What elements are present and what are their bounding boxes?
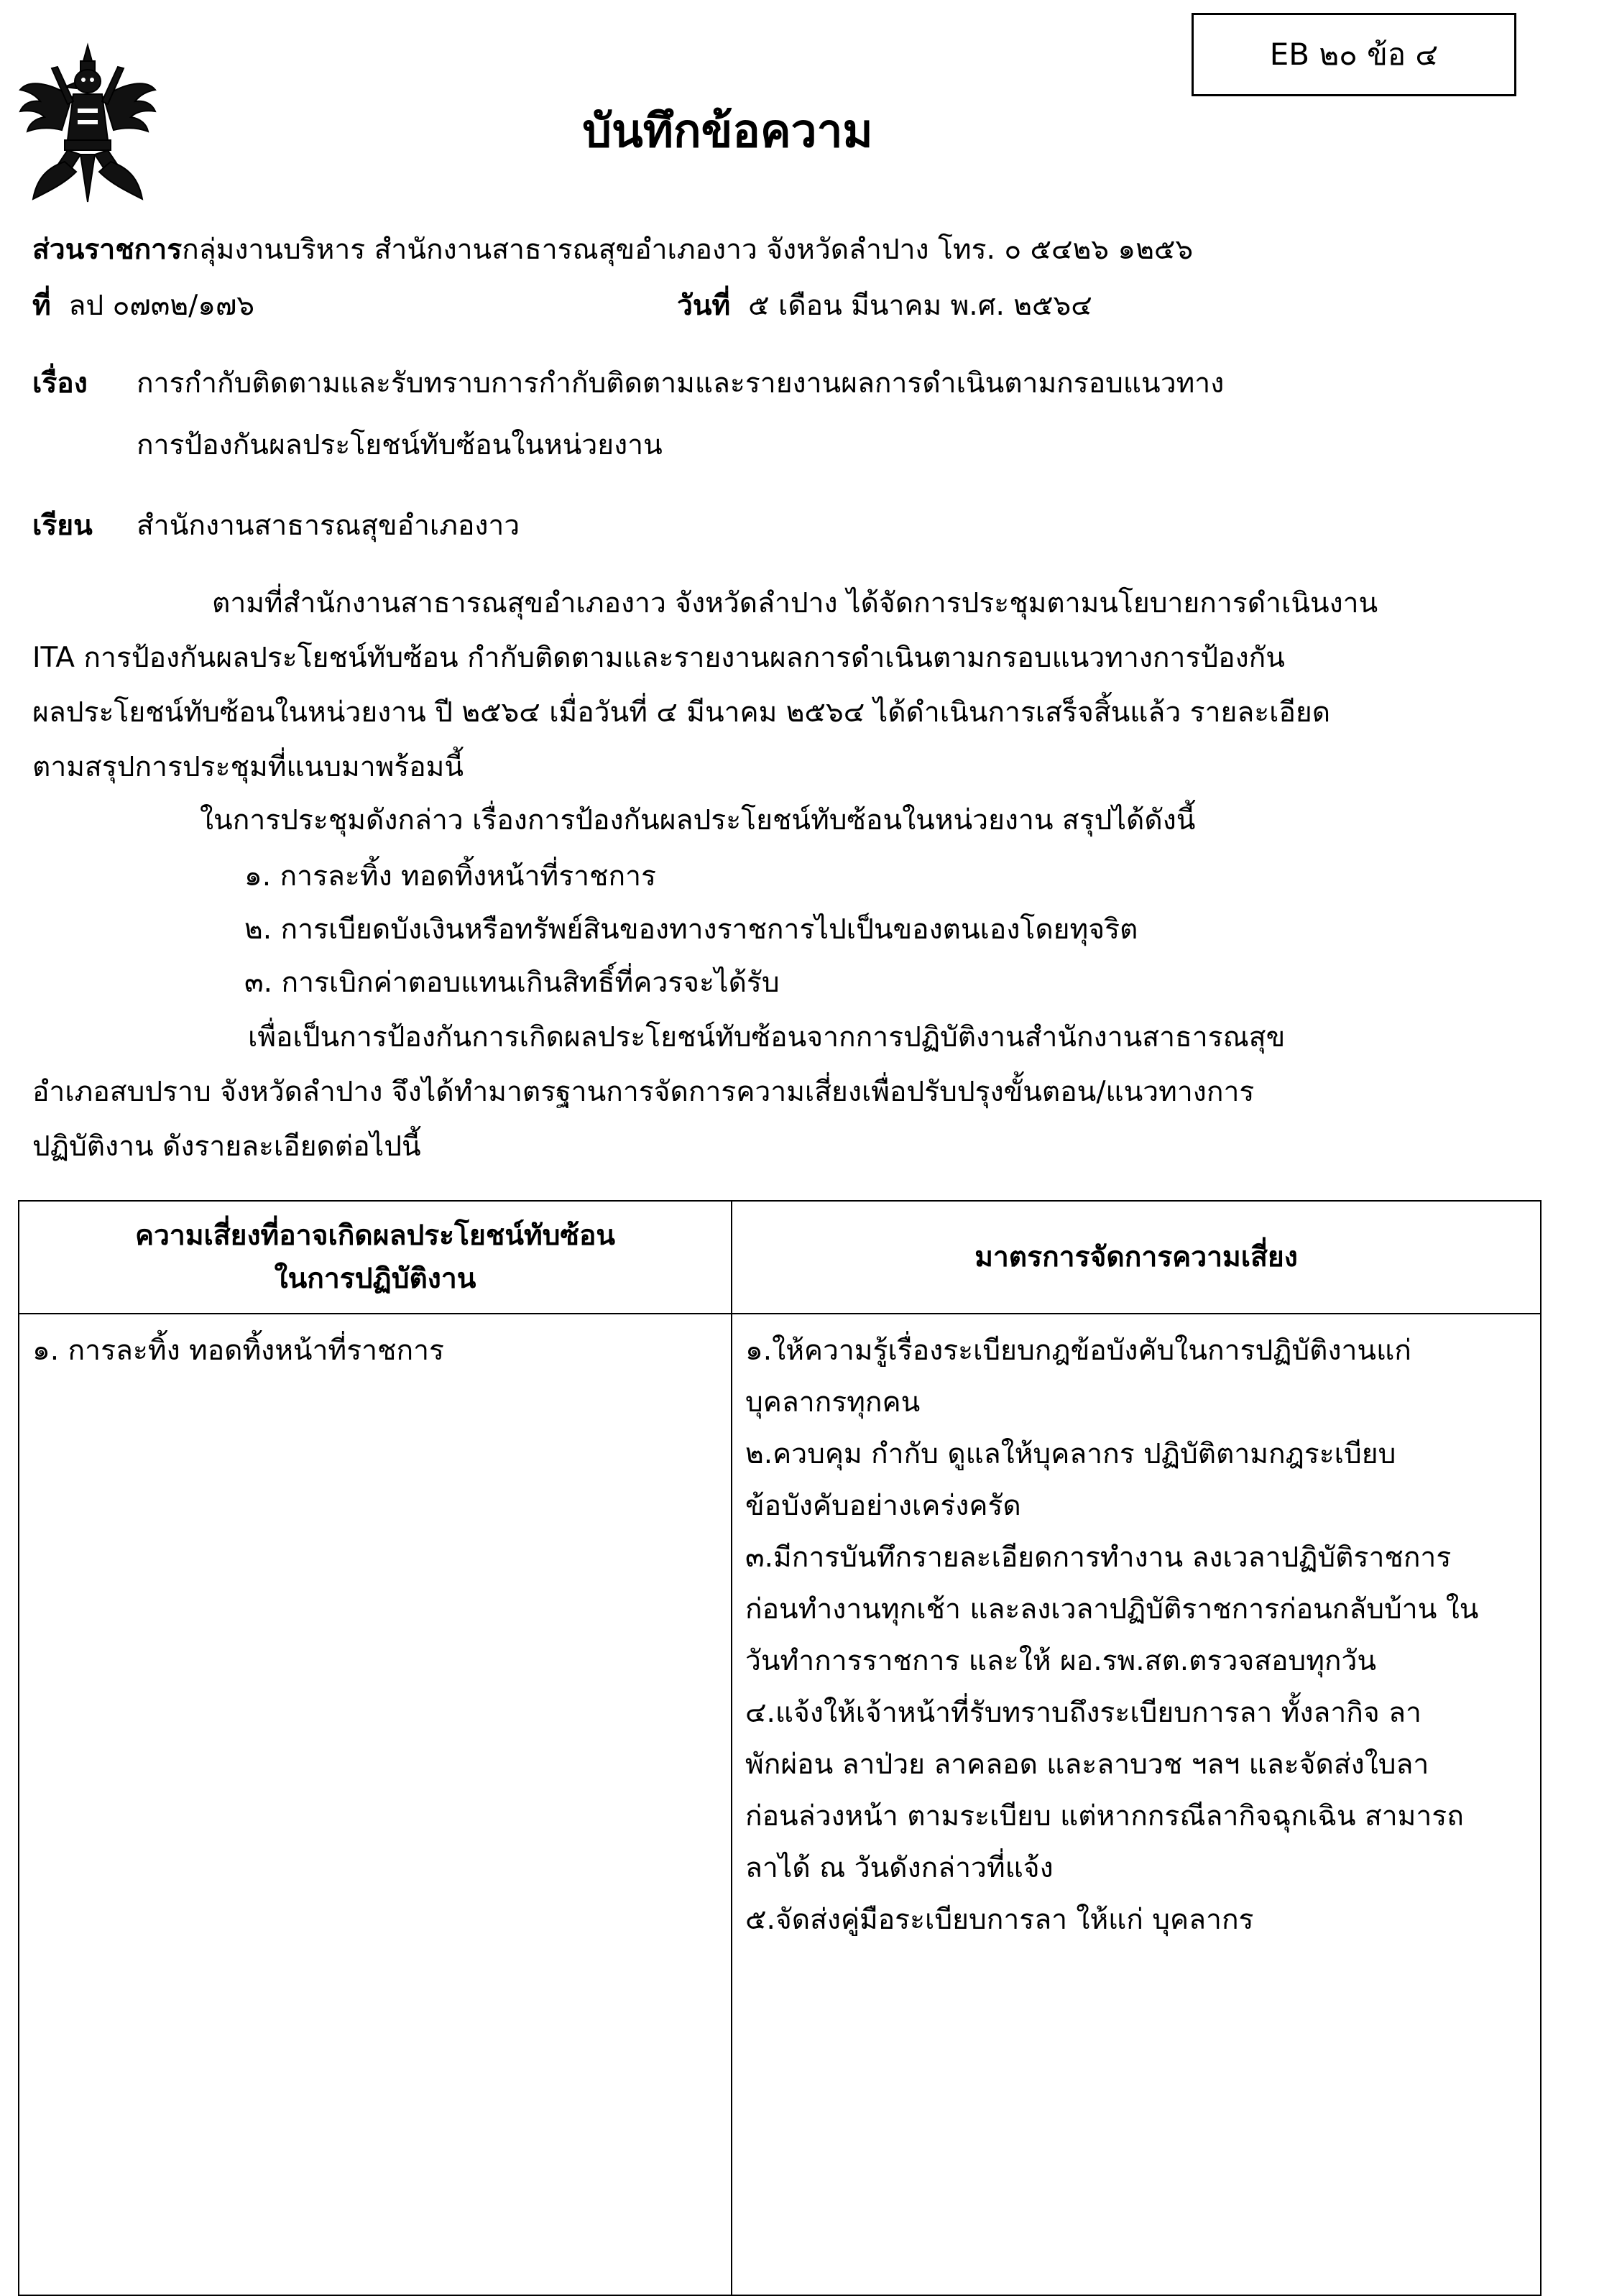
list-item: ๓. การเบิกค่าตอบแทนเกินสิทธิ์ที่ควรจะได้รับ [244,967,780,999]
list-item: ๑. การละทิ้ง ทอดทิ้งหน้าที่ราชการ [244,860,656,893]
table-header-risk [19,1214,731,1301]
document-title: บันทึกข้อความ [582,105,873,158]
table-cell-risk [32,1325,722,1377]
table-header-risk-line-2: ในการปฏิบัติงาน [274,1263,476,1295]
paragraph-3-line-3: ปฏิบัติงาน ดังรายละเอียดต่อไปนี้ [32,1130,421,1163]
paragraph-3-line-2: อำเภอสบปราบ จังหวัดลำปาง จึงได้ทำมาตรฐานการจัดการความเสี่ยงเพื่อปรับปรุงขั้นตอน/แนวทางการ [32,1076,1255,1108]
paragraph-3-line-1: เพื่อเป็นการป้องกันการเกิดผลประโยชน์ทับซ้อนจากการปฏิบัติงานสำนักงานสาธารณสุข [248,1021,1286,1054]
measure-line: ข้อบังคับอย่างเคร่งครัด [745,1490,1021,1522]
measure-line: ๔.แจ้งให้เจ้าหน้าที่รับทราบถึงระเบียบการลา ทั้งลากิจ ลา [745,1697,1421,1729]
paragraph-1-line-3: ผลประโยชน์ทับซ้อนในหน่วยงาน ปี ๒๕๖๔ เมื่อวันที่ ๔ มีนาคม ๒๕๖๔ ได้ดำเนินการเสร็จสิ้นแล้ว รายละเอียด [32,696,1331,729]
risk-text: ๑. การละทิ้ง ทอดทิ้งหน้าที่ราชการ [32,1334,444,1367]
table-column-divider [731,1202,732,2295]
list-item: ๒. การเบียดบังเงินหรือทรัพย์สินของทางราชการไปเป็นของตนเองโดยทุจริต [244,913,1138,946]
risk-measures-table [18,1200,1542,2296]
table-header-measures: มาตรการจัดการความเสี่ยง [974,1241,1298,1273]
agency-label: ส่วนราชการ [32,234,183,266]
agency-value: กลุ่มงานบริหาร สำนักงานสาธารณสุขอำเภองาว จังหวัดลำปาง โทร. ๐ ๕๔๒๖ ๑๒๕๖ [182,234,1194,266]
date-line [677,285,1092,328]
document-code-box [1192,13,1516,96]
reference-number-line [32,285,254,328]
table-header-divider [19,1313,1540,1314]
date-value: ๕ เดือน มีนาคม พ.ศ. ๒๕๖๔ [748,290,1092,322]
subject-line-2: การป้องกันผลประโยชน์ทับซ้อนในหน่วยงาน [137,429,663,461]
subject-label: เรื่อง [32,367,88,400]
agency-line [32,229,1193,272]
measure-line: วันทำการราชการ และให้ ผอ.รพ.สต.ตรวจสอบทุกวัน [745,1645,1377,1677]
date-label: วันที่ [677,290,731,322]
paragraph-1-line-2: ITA การป้องกันผลประโยชน์ทับซ้อน กำกับติดตามและรายงานผลการดำเนินตามกรอบแนวทางการป้องกัน [32,642,1285,674]
paragraph-1-line-4: ตามสรุปการประชุมที่แนบมาพร้อมนี้ [32,751,464,783]
measure-line: ก่อนล่วงหน้า ตามระเบียบ แต่หากกรณีลากิจฉุกเฉิน สามารถ [745,1800,1464,1832]
measure-line: บุคลากรทุกคน [745,1386,921,1419]
recipient-label: เรียน [32,510,93,542]
reference-value: ลป ๐๗๓๒/๑๗๖ [68,290,255,322]
measure-line: ๓.มีการบันทึกรายละเอียดการทำงาน ลงเวลาปฏิบัติราชการ [745,1541,1452,1574]
paragraph-2: ในการประชุมดังกล่าว เรื่องการป้องกันผลประโยชน์ทับซ้อนในหน่วยงาน สรุปได้ดังนี้ [200,804,1196,836]
measure-line: ก่อนทำงานทุกเช้า และลงเวลาปฏิบัติราชการก่อนกลับบ้าน ใน [745,1593,1479,1626]
measure-line: ๑.ให้ความรู้เรื่องระเบียบกฎข้อบังคับในการปฏิบัติงานแก่ [745,1334,1411,1367]
recipient-value: สำนักงานสาธารณสุขอำเภองาว [137,510,520,542]
subject-line-1: การกำกับติดตามและรับทราบการกำกับติดตามและรายงานผลการดำเนินตามกรอบแนวทาง [137,367,1225,400]
table-header-risk-line-1: ความเสี่ยงที่อาจเกิดผลประโยชน์ทับซ้อน [134,1220,616,1252]
document-code: EB ๒๐ ข้อ ๔ [1269,37,1439,72]
measure-line: ลาได้ ณ วันดังกล่าวที่แจ้ง [745,1852,1054,1884]
paragraph-1-line-1: ตามที่สำนักงานสาธารณสุขอำเภองาว จังหวัดลำปาง ได้จัดการประชุมตามนโยบายการดำเนินงาน [212,587,1378,619]
reference-label: ที่ [32,290,51,322]
measure-line: ๒.ควบคุม กำกับ ดูแลให้บุคลากร ปฏิบัติตามกฎระเบียบ [745,1438,1396,1470]
table-cell-measures [745,1325,1536,1946]
measure-line: ๕.จัดส่งคู่มือระเบียบการลา ให้แก่ บุคลากร [745,1904,1254,1936]
measure-line: พักผ่อน ลาป่วย ลาคลอด และลาบวช ฯลฯ และจัดส่งใบลา [745,1748,1429,1781]
